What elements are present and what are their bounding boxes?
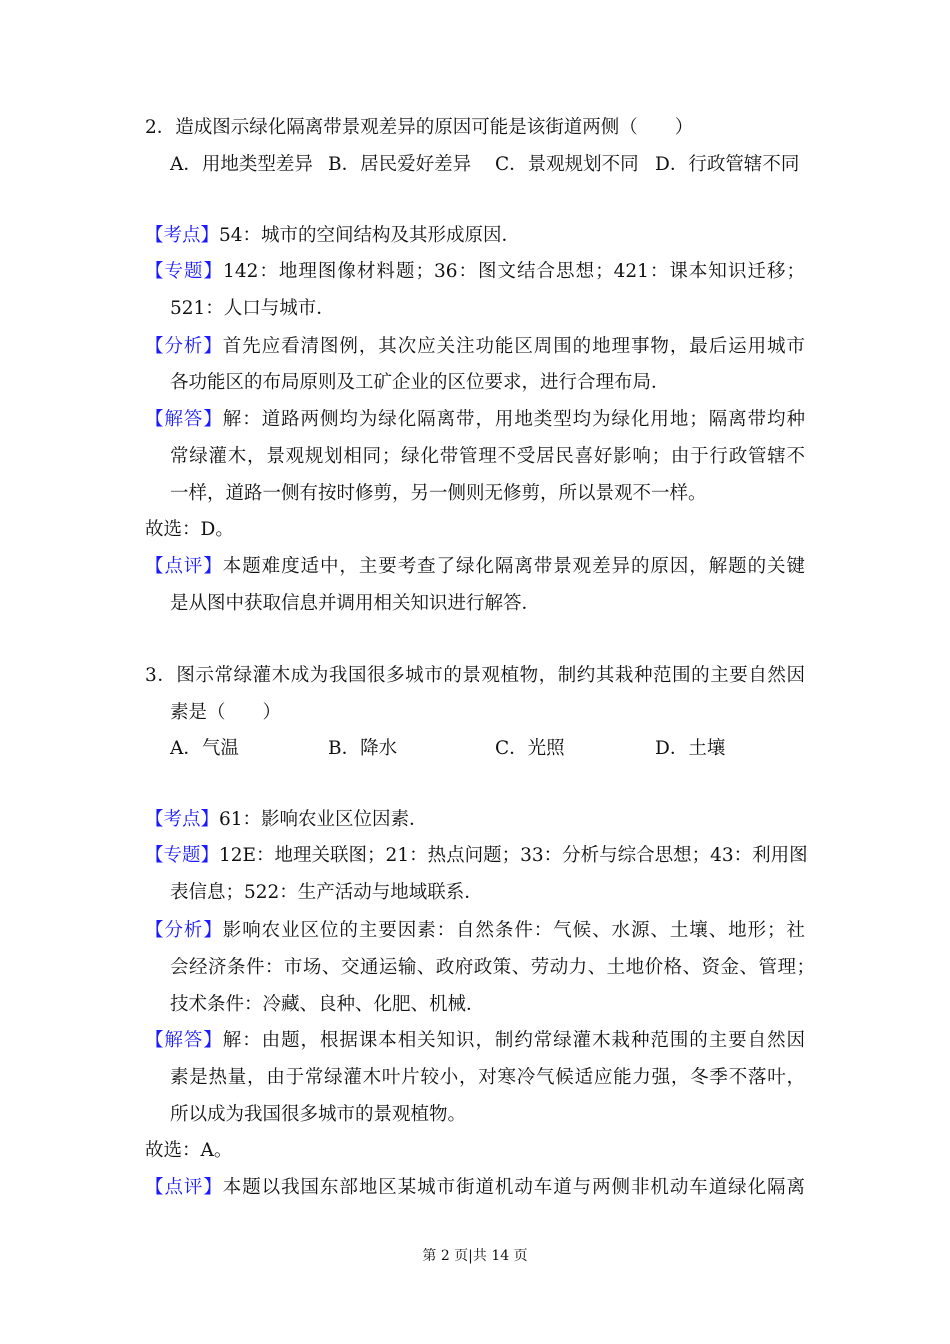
jieda-tag: 【解答】 [145, 1030, 223, 1051]
fenxi-text: 影响农业区位的主要因素：自然条件：气候、水源、土壤、地形；社 [222, 920, 805, 941]
option-d: D．行政管辖不同 [655, 154, 800, 175]
dianping-text: 本题以我国东部地区某城市街道机动车道与两侧非机动车道绿化隔离 [222, 1177, 805, 1198]
option-c: C．景观规划不同 [495, 154, 639, 175]
kaodian-text: 61：影响农业区位因素． [219, 809, 428, 830]
answer: 故选：A。 [145, 1140, 233, 1161]
fenxi-line [145, 919, 805, 943]
option-a: A．气温 [170, 738, 239, 759]
jieda-line [145, 408, 805, 432]
fenxi-text-cont: 各功能区的布局原则及工矿企业的区位要求，进行合理布局． [170, 372, 670, 393]
fenxi-tag: 【分析】 [145, 920, 223, 941]
fenxi-tag: 【分析】 [145, 336, 223, 357]
kaodian-text: 54：城市的空间结构及其形成原因． [219, 225, 521, 246]
zhuanti-text-cont: 表信息；522：生产活动与地域联系． [170, 882, 483, 903]
option-b: B．降水 [328, 738, 398, 759]
jieda-text: 解：道路两侧均为绿化隔离带，用地类型均为绿化用地；隔离带均种 [222, 409, 805, 430]
jieda-text: 解：由题，根据课本相关知识，制约常绿灌木栽种范围的主要自然因 [222, 1030, 805, 1051]
dianping-tag: 【点评】 [145, 1177, 223, 1198]
option-d: D．土壤 [655, 738, 726, 759]
jieda-text-cont: 一样，道路一侧有按时修剪，另一侧则无修剪，所以景观不一样。 [170, 483, 707, 504]
question-stem: 3．图示常绿灌木成为我国很多城市的景观植物，制约其栽种范围的主要自然因 [145, 665, 805, 686]
zhuanti-text: 12E：地理关联图；21：热点问题；33：分析与综合思想；43：利用图 [219, 845, 808, 866]
dianping-line [145, 1176, 805, 1200]
kaodian-tag: 【考点】 [145, 225, 220, 246]
page-footer: 第 2 页|共 14 页 [422, 1248, 528, 1264]
jieda-tag: 【解答】 [145, 409, 223, 430]
fenxi-text: 首先应看清图例，其次应关注功能区周围的地理事物，最后运用城市 [222, 336, 805, 357]
zhuanti-line [145, 260, 805, 284]
answer: 故选：D。 [145, 519, 234, 540]
question-stem-cont: 素是（ ） [170, 702, 282, 723]
zhuanti-text: 142：地理图像材料题；36：图文结合思想；421：课本知识迁移； [223, 261, 805, 282]
option-c: C．光照 [495, 738, 565, 759]
zhuanti-tag: 【专题】 [145, 845, 220, 866]
dianping-text: 本题难度适中，主要考查了绿化隔离带景观差异的原因，解题的关键 [222, 556, 805, 577]
zhuanti-text-cont: 521：人口与城市． [170, 298, 335, 319]
dianping-tag: 【点评】 [145, 556, 223, 577]
fenxi-text-cont: 技术条件：冷藏、良种、化肥、机械． [170, 994, 485, 1015]
jieda-line [145, 1029, 805, 1053]
jieda-text-cont: 常绿灌木，景观规划相同；绿化带管理不受居民喜好影响；由于行政管辖不 [170, 446, 805, 467]
fenxi-line [145, 335, 805, 359]
zhuanti-tag: 【专题】 [145, 261, 224, 282]
jieda-text-cont: 素是热量，由于常绿灌木叶片较小，对寒冷气候适应能力强，冬季不落叶， [170, 1067, 805, 1088]
fenxi-text-cont: 会经济条件：市场、交通运输、政府政策、劳动力、土地价格、资金、管理； [170, 957, 815, 978]
dianping-text-cont: 是从图中获取信息并调用相关知识进行解答． [170, 593, 541, 614]
zhuanti-line [145, 844, 808, 868]
kaodian-line [145, 224, 520, 248]
kaodian-tag: 【考点】 [145, 809, 220, 830]
dianping-line [145, 555, 805, 579]
option-b: B．居民爱好差异 [328, 154, 472, 175]
jieda-text-cont: 所以成为我国很多城市的景观植物。 [170, 1104, 467, 1125]
kaodian-line [145, 808, 428, 832]
question-stem: 2．造成图示绿化隔离带景观差异的原因可能是该街道两侧（ ） [145, 117, 694, 138]
option-a: A．用地类型差异 [170, 154, 313, 175]
